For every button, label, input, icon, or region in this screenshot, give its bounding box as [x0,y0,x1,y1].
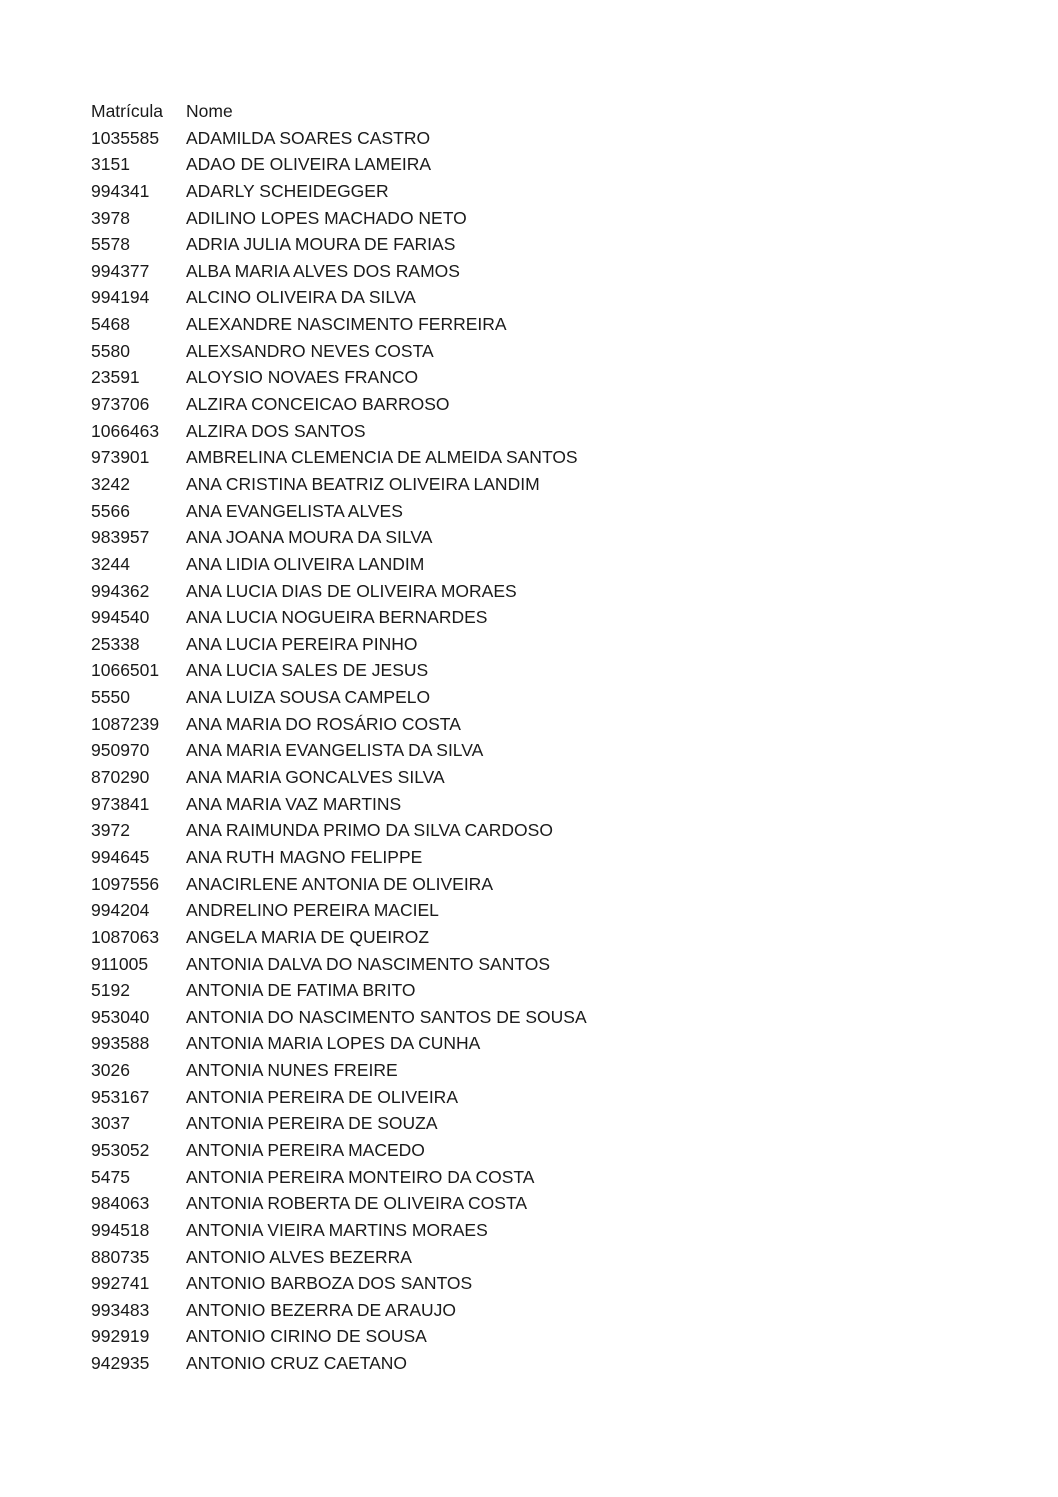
table-row [91,1164,587,1191]
matricula-cell: 973901 [91,447,150,468]
nome-cell: ANA MARIA GONCALVES SILVA [186,767,445,788]
table-row [91,977,587,1004]
table-row [91,1217,587,1244]
nome-cell: ANTONIA PEREIRA MONTEIRO DA COSTA [186,1166,535,1187]
nome-cell: ALCINO OLIVEIRA DA SILVA [186,287,416,308]
header-nome: Nome [186,101,233,121]
nome-cell: ANA RUTH MAGNO FELIPPE [186,846,423,867]
matricula-cell: 953040 [91,1006,150,1027]
matricula-cell: 23591 [91,367,140,388]
matricula-cell: 973706 [91,394,150,415]
table-row [91,258,587,285]
table-row [91,1057,587,1084]
nome-cell: ANTONIO CRUZ CAETANO [186,1353,408,1374]
nome-cell: ALZIRA DOS SANTOS [186,420,366,441]
matricula-cell: 5468 [91,314,130,335]
matricula-cell: 5566 [91,500,130,521]
matricula-cell: 994204 [91,900,150,921]
matricula-cell: 984063 [91,1193,150,1214]
nome-cell: ALBA MARIA ALVES DOS RAMOS [186,260,460,281]
nome-cell: AMBRELINA CLEMENCIA DE ALMEIDA SANTOS [186,447,578,468]
nome-cell: ANA JOANA MOURA DA SILVA [186,527,433,548]
matricula-cell: 994377 [91,260,150,281]
matricula-cell: 3244 [91,553,130,574]
table-row [91,1137,587,1164]
nome-cell: ALZIRA CONCEICAO BARROSO [186,394,450,415]
matricula-cell: 870290 [91,767,150,788]
matricula-cell: 5580 [91,340,130,361]
table-row [91,1110,587,1137]
nome-cell: ADRIA JULIA MOURA DE FARIAS [186,234,456,255]
matricula-cell: 5550 [91,687,130,708]
matricula-cell: 25338 [91,633,140,654]
table-row [91,844,587,871]
matricula-cell: 1035585 [91,127,160,148]
nome-cell: ANTONIO BEZERRA DE ARAUJO [186,1299,457,1320]
nome-cell: ANTONIA VIEIRA MARTINS MORAES [186,1219,488,1240]
nome-cell: ADAMILDA SOARES CASTRO [186,127,431,148]
table-row [91,791,587,818]
table-row [91,1350,587,1377]
table-row [91,418,587,445]
nome-cell: ANA MARIA EVANGELISTA DA SILVA [186,740,484,761]
table-row [91,737,587,764]
matricula-cell: 994540 [91,607,150,628]
nome-cell: ANA RAIMUNDA PRIMO DA SILVA CARDOSO [186,820,553,841]
table-row [91,1270,587,1297]
matricula-cell: 994341 [91,180,150,201]
table-row [91,125,587,152]
nome-cell: ANTONIO CIRINO DE SOUSA [186,1326,427,1347]
table-row [91,231,587,258]
nome-cell: ANA LUCIA DIAS DE OLIVEIRA MORAES [186,580,517,601]
table-row [91,178,587,205]
table-row [91,524,587,551]
table-row [91,498,587,525]
nome-cell: ANA EVANGELISTA ALVES [186,500,403,521]
table-row [91,1323,587,1350]
nome-cell: ANTONIA MARIA LOPES DA CUNHA [186,1033,481,1054]
nome-cell: ANTONIA NUNES FREIRE [186,1060,398,1081]
matricula-cell: 5475 [91,1166,130,1187]
table-row [91,1297,587,1324]
matricula-cell: 3037 [91,1113,130,1134]
nome-cell: ANTONIO ALVES BEZERRA [186,1246,412,1267]
nome-cell: ANTONIA DE FATIMA BRITO [186,980,416,1001]
matricula-cell: 1097556 [91,873,160,894]
table-row [91,364,587,391]
nome-cell: ANA LUCIA NOGUEIRA BERNARDES [186,607,488,628]
employee-table [91,98,587,1377]
table-row [91,578,587,605]
table-row [91,471,587,498]
table-row [91,897,587,924]
matricula-cell: 1066501 [91,660,160,681]
matricula-cell: 911005 [91,953,149,974]
nome-cell: ANA LUCIA SALES DE JESUS [186,660,429,681]
nome-cell: ANTONIA DO NASCIMENTO SANTOS DE SOUSA [186,1006,587,1027]
nome-cell: ANA CRISTINA BEATRIZ OLIVEIRA LANDIM [186,473,540,494]
nome-cell: ANDRELINO PEREIRA MACIEL [186,900,439,921]
nome-cell: ADARLY SCHEIDEGGER [186,180,389,201]
matricula-cell: 994518 [91,1219,150,1240]
matricula-cell: 973841 [91,793,150,814]
table-row [91,1244,587,1271]
table-row [91,764,587,791]
header-matricula: Matrícula [91,101,163,121]
matricula-cell: 942935 [91,1353,150,1374]
nome-cell: ANTONIA ROBERTA DE OLIVEIRA COSTA [186,1193,528,1214]
table-row [91,284,587,311]
table-row [91,1030,587,1057]
nome-cell: ANGELA MARIA DE QUEIROZ [186,926,430,947]
nome-cell: ANA LUIZA SOUSA CAMPELO [186,687,431,708]
matricula-cell: 992741 [91,1273,150,1294]
matricula-cell: 994645 [91,846,150,867]
nome-cell: ANTONIA PEREIRA DE OLIVEIRA [186,1086,458,1107]
matricula-cell: 983957 [91,527,150,548]
matricula-cell: 5578 [91,234,130,255]
nome-cell: ALEXANDRE NASCIMENTO FERREIRA [186,314,507,335]
matricula-cell: 3242 [91,473,130,494]
table-row [91,338,587,365]
nome-cell: ANA LIDIA OLIVEIRA LANDIM [186,553,425,574]
table-row [91,1190,587,1217]
table-header [91,98,587,125]
matricula-cell: 953167 [91,1086,150,1107]
table-row [91,657,587,684]
table-row [91,311,587,338]
nome-cell: ALEXSANDRO NEVES COSTA [186,340,434,361]
matricula-cell: 1087063 [91,926,160,947]
table-row [91,391,587,418]
table-row [91,924,587,951]
table-row [91,684,587,711]
matricula-cell: 5192 [91,980,130,1001]
matricula-cell: 994362 [91,580,150,601]
matricula-cell: 953052 [91,1139,150,1160]
nome-cell: ADAO DE OLIVEIRA LAMEIRA [186,154,432,175]
nome-cell: ANA MARIA DO ROSÁRIO COSTA [186,713,461,734]
nome-cell: ANA LUCIA PEREIRA PINHO [186,633,418,654]
matricula-cell: 1087239 [91,713,160,734]
matricula-cell: 1066463 [91,420,160,441]
table-row [91,711,587,738]
matricula-cell: 3026 [91,1060,130,1081]
table-row [91,951,587,978]
table-row [91,604,587,631]
table-row [91,631,587,658]
matricula-cell: 3978 [91,207,130,228]
matricula-cell: 3972 [91,820,130,841]
matricula-cell: 994194 [91,287,150,308]
table-row [91,1084,587,1111]
matricula-cell: 880735 [91,1246,150,1267]
table-row [91,551,587,578]
table-body [91,125,587,1377]
table-row [91,444,587,471]
table-row [91,1004,587,1031]
nome-cell: ANTONIO BARBOZA DOS SANTOS [186,1273,473,1294]
nome-cell: ALOYSIO NOVAES FRANCO [186,367,419,388]
nome-cell: ADILINO LOPES MACHADO NETO [186,207,467,228]
matricula-cell: 950970 [91,740,150,761]
nome-cell: ANTONIA PEREIRA MACEDO [186,1139,425,1160]
nome-cell: ANTONIA DALVA DO NASCIMENTO SANTOS [186,953,551,974]
matricula-cell: 3151 [91,154,130,175]
nome-cell: ANACIRLENE ANTONIA DE OLIVEIRA [186,873,493,894]
table-row [91,817,587,844]
table-row [91,151,587,178]
table-row [91,205,587,232]
matricula-cell: 993588 [91,1033,150,1054]
nome-cell: ANA MARIA VAZ MARTINS [186,793,402,814]
table-row [91,871,587,898]
nome-cell: ANTONIA PEREIRA DE SOUZA [186,1113,438,1134]
matricula-cell: 992919 [91,1326,150,1347]
matricula-cell: 993483 [91,1299,150,1320]
